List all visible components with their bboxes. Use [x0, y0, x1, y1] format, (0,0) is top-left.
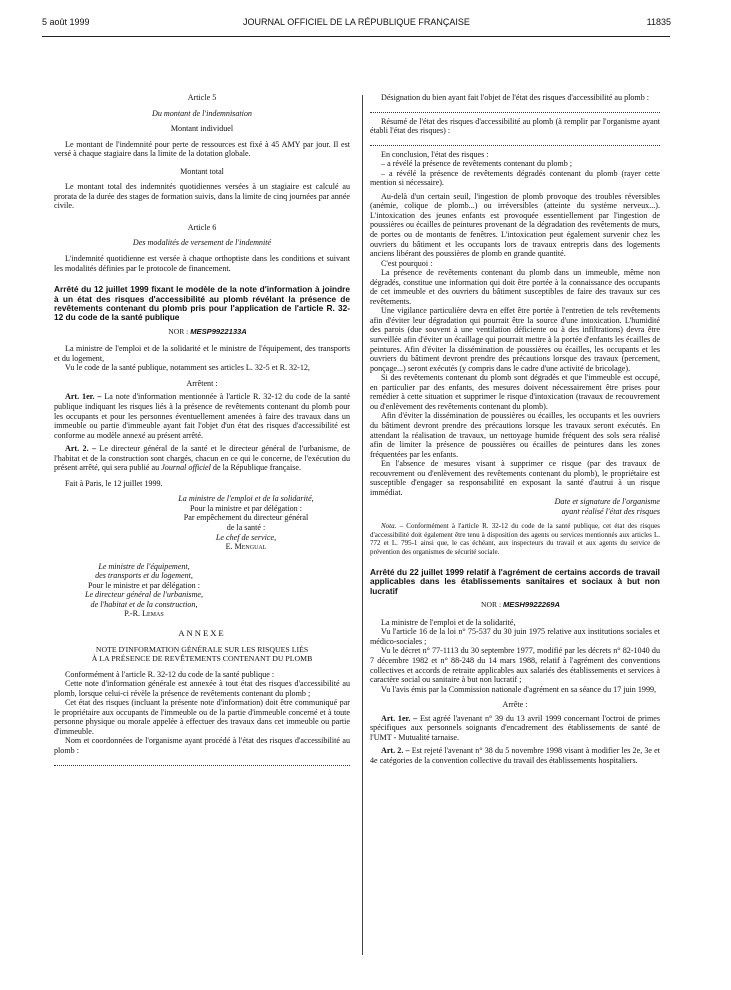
signature-block-1 [54, 494, 350, 551]
sig2-line-3: Pour le ministre et par délégation : [88, 580, 200, 590]
article-5-para-2: Le montant total des indemnités quotidiennes versées à un stagiaire est calculé au prorata de la durée des stages de formation suivis, dans la limite de cinq journées par année civile. [54, 182, 350, 211]
page-number: 11835 [646, 17, 671, 27]
nor-code: MESP9922133A [190, 326, 247, 336]
issue-date: 5 août 1999 [42, 17, 90, 27]
organisme-signature-line-1: Date et signature de l'organisme [554, 497, 660, 507]
decree-2-para-1: La ministre de l'emploi et de la solidarité, [381, 617, 516, 627]
conclusion-bullet-1: – a révélé la présence de revêtements contenant du plomb ; [381, 159, 573, 169]
sig1-line-3: Par empêchement du directeur général [183, 513, 309, 523]
decree-2-title: Arrêté du 22 juillet 1999 relatif à l'agrément de certains accords de travail applicables dans les établissements sanitaires et sociaux à but non lucratif [370, 567, 660, 596]
article-2-text-b: de la République française. [210, 463, 302, 473]
conclusion-bullet-2: – a révélé la présence de revêtements dégradés contenant du plomb (rayer cette mention si nécessaire). [370, 168, 660, 188]
annexe-title: ANNEXE [178, 627, 226, 638]
article-1-text: Est agréé l'avenant n° 39 du 13 avril 1999 concernant l'octroi de primes spécifiques aux personnels soignants d'encadrement des établissements de santé de l'UMT - Mutualité tarnaise. [370, 713, 660, 742]
article-6-subtitle: Des modalités de versement de l'indemnité [132, 238, 272, 248]
degraded-para: Si des revêtements contenant du plomb sont dégradés et que l'immeuble est occupé, en particulier par des enfants, des mesures doivent nécessairement être prises pour remédier à cette situation et supprimer le risque d'intoxication (travaux de recouvrement ou d'enlèvement des revêtements contenant du plomb). [370, 373, 660, 411]
fill-in-line [370, 106, 660, 113]
nor-label: NOR : [481, 600, 502, 610]
decree-2-nor [370, 600, 660, 610]
article-6-title: Article 6 [187, 222, 217, 232]
decree-1-fait: Fait à Paris, le 12 juillet 1999. [65, 478, 163, 488]
decree-2-article-2 [370, 746, 660, 765]
decree-1-para-2: Vu le code de la santé publique, notamment ses articles L. 32-5 et R. 32-12, [65, 363, 310, 373]
sig2-line-5: de l'habitat et de la construction, [90, 599, 198, 609]
fill-in-line [54, 759, 350, 766]
decree-1-para-1: La ministre de l'emploi et de la solidarité et le ministre de l'équipement, des transports et du logement, [54, 344, 350, 363]
article-5-title: Article 5 [187, 93, 217, 102]
article-1-head: Art. 1er. – [381, 713, 418, 723]
decree-1-title: Arrêté du 12 juillet 1999 fixant le modèle de la note d'information à joindre à un état des risques d'accessibilité au plomb révélant la présence de revêtements contenant du plomb pris pour l'application de l'article R. 32-12 du code de la santé publique [54, 284, 350, 323]
cest-pourquoi: C'est pourquoi : [381, 258, 433, 268]
annexe-para-3: Cet état des risques (incluant la présente note d'information) doit être communiqué par le propriétaire aux occupants de l'immeuble ou de la partie d'immeuble concerné et à toute personne physique ou morale appelée à effectuer des travaux dans cet immeuble ou partie d'immeuble. [54, 698, 350, 736]
article-2-journal: Journal officiel [161, 463, 211, 473]
article-5-subtitle: Du montant de l'indemnisation [152, 108, 252, 118]
dissemination-para: Afin d'éviter la dissémination de poussières ou écailles, les occupants et les ouvriers du bâtiment devront prendre des précautions lorsque les travaux seront exécutés. En attendant la réalisation de travaux, un nettoyage humide fréquent des sols sera réalisé afin de limiter la présence de poussières ou écailles de peintures dans les zones fréquentées par les enfants. [370, 411, 660, 459]
sig1-line-5: Le chef de service, [215, 532, 277, 542]
nota-note [370, 522, 660, 556]
sig2-line-4: Le directeur général de l'urbanisme, [84, 590, 204, 600]
nor-label: NOR : [168, 326, 189, 336]
decree-2-article-1 [370, 714, 660, 743]
article-2-head: Art. 2. – [65, 444, 97, 454]
decree-1-nor [54, 327, 350, 337]
article-5-sub2: Montant total [180, 166, 224, 176]
right-column [370, 93, 660, 765]
annexe-para-4: Nom et coordonnées de l'organisme ayant procédé à l'état des risques d'accessibilité au plomb : [54, 736, 350, 755]
nota-label: Nota. – [381, 522, 404, 531]
decree-1-article-1 [54, 392, 350, 440]
sig1-name: E. Mengual [225, 542, 267, 552]
running-head [42, 17, 671, 29]
fill-in-line [370, 139, 660, 146]
signature-block-2 [54, 562, 234, 619]
decree-2-arrete: Arrête : [502, 700, 528, 710]
sig2-line-2: des transports et du logement, [95, 571, 193, 581]
organisme-signature-line-2: ayant réalisé l'état des risques [561, 506, 660, 516]
left-column [54, 93, 350, 769]
vigilance-para: Une vigilance particulière devra en effet être portée à l'entretien de tels revêtements afin d'éviter leur dégradation qui pourrait être la source d'une intoxication. L'humidité des parois (due souvent à une ventilation déficiente ou à des infiltrations) devra être surveillée afin d'éviter un écaillage qui pourrait mettre à la portée d'enfants les écailles de peintures. Afin d'éviter la dissémination de poussières ou écailles, les occupants et les ouvriers du bâtiment devront prendre des précautions lorsque des travaux (percement, ponçage...) seront exécutés (y compris dans le cadre d'une activité de bricolage). [370, 306, 660, 373]
responsibility-para: En l'absence de mesures visant à supprimer ce risque (par des travaux de recouvrement ou d'enlèvement des revêtements contenant du plomb), le propriétaire est susceptible d'engager sa responsabilité en exposant la santé d'autrui à un risque immédiat. [370, 459, 660, 497]
article-6-para-1: L'indemnité quotidienne est versée à chaque orthoptiste dans les conditions et suivant les modalités définies par le protocole de financement. [54, 254, 350, 273]
resume-para: Résumé de l'état des risques d'accessibilité au plomb (à remplir par l'organisme ayant établi l'état des risques) : [370, 116, 660, 136]
decree-2-para-3: Vu le décret n° 77-1113 du 30 septembre 1977, modifié par les décrets n° 82-1040 du 7 décembre 1982 et n° 88-248 du 14 mars 1988, relatif à l'agrément des conventions collectives et accords de retraite applicables aux salariés des établissements et services à caractère social ou sanitaire à but non lucratif ; [370, 646, 660, 685]
sig2-line-1: Le ministre de l'équipement, [98, 561, 190, 571]
decree-1-arretent: Arrêtent : [186, 378, 218, 388]
conclusion-para: En conclusion, l'état des risques : [381, 149, 489, 159]
risk-para: Au-delà d'un certain seuil, l'ingestion de plomb provoque des troubles réversibles (anémie, colique de plomb...) ou irréversibles (atteinte du système nerveux...). L'intoxication des jeunes enfants est provoquée essentiellement par l'ingestion de poussières ou écailles de peintures provenant de la dégradation des revêtements de murs, de portes ou de montants de fenêtres. L'intoxication peut également survenir chez les ouvriers du bâtiment et les occupants lors de travaux entrepris dans des logements anciens libérant des poussières de plomb en grande quantité. [370, 191, 660, 259]
sig1-line-4: de la santé : [226, 523, 266, 533]
article-2-head: Art. 2. – [381, 746, 410, 756]
journal-title: JOURNAL OFFICIEL DE LA RÉPUBLIQUE FRANÇAISE [243, 17, 470, 27]
sig2-name: P.-R. Lemas [124, 609, 164, 619]
article-2-text-a: Le directeur général de la santé et le directeur général de l'urbanisme, de l'habitat et de la construction sont chargés, chacun en ce qui le concerne, de l'exécution du présent arrêté, qui sera publié au [54, 444, 350, 473]
column-divider [362, 95, 363, 955]
sig1-line-1: La ministre de l'emploi et de la solidarité, [178, 494, 314, 504]
nor-code: MESH9922269A [502, 600, 560, 610]
annexe-heading-line-1: NOTE D'INFORMATION GÉNÉRALE SUR LES RISQUES LIÉS [95, 644, 309, 654]
annexe-heading-line-2: À LA PRÉSENCE DE REVÊTEMENTS CONTENANT DU PLOMB [91, 654, 313, 664]
article-1-head: Art. 1er. – [65, 392, 102, 402]
header-rule [42, 36, 670, 37]
article-5-para-1: Le montant de l'indemnité pour perte de ressources est fixé à 45 AMY par jour. Il est versé à chaque stagiaire dans la limite de la dotation globale. [54, 139, 350, 159]
nota-text: Conformément à l'article R. 32-12 du code de la santé publique, cet état des risques d'accessibilité doit également être tenu à disposition des agents ou services mentionnés aux articles L. 772 et L. 795-1 ainsi que, le cas échéant, aux inspecteurs du travail et aux agents du service de prévention des organismes de sécurité sociale. [370, 522, 660, 556]
decree-1-article-2 [54, 444, 350, 473]
designation-para: Désignation du bien ayant fait l'objet de l'état des risques d'accessibilité au plomb : [381, 93, 650, 102]
decree-2-para-2: Vu l'article 16 de la loi n° 75-537 du 30 juin 1975 relative aux institutions sociales et médico-sociales ; [370, 627, 660, 646]
article-2-text: Est rejeté l'avenant n° 38 du 5 novembre 1998 visant à modifier les 2e, 3e et 4e catégories de la convention collective du travail des établissements hospitaliers. [370, 746, 660, 765]
info-para: La présence de revêtements contenant du plomb dans un immeuble, même non dégradés, constitue une information qui doit être portée à la connaissance des occupants de cet immeuble et des ouvriers du bâtiment susceptibles de faire des travaux sur ces revêtements. [370, 268, 660, 306]
decree-2-para-4: Vu l'avis émis par la Commission nationale d'agrément en sa séance du 17 juin 1999, [381, 684, 657, 694]
article-1-text: La note d'information mentionnée à l'article R. 32-12 du code de la santé publique indiquant les risques liés à la présence de revêtements contenant du plomb pour les occupants et pour les personnes éventuellement amenées à faire des travaux dans un immeuble ou partie d'immeuble ayant fait l'objet d'un état des risques d'accessibilité est conforme au modèle annexé au présent arrêté. [54, 392, 350, 440]
sig1-line-2: Pour la ministre et par délégation : [190, 503, 302, 513]
annexe-para-1: Conformément à l'article R. 32-12 du code de la santé publique : [65, 669, 275, 679]
article-5-sub1: Montant individuel [170, 124, 234, 134]
annexe-para-2: Cette note d'information générale est annexée à tout état des risques d'accessibilité au plomb, lorsque celui-ci révèle la présence de revêtements contenant du plomb ; [54, 679, 350, 698]
